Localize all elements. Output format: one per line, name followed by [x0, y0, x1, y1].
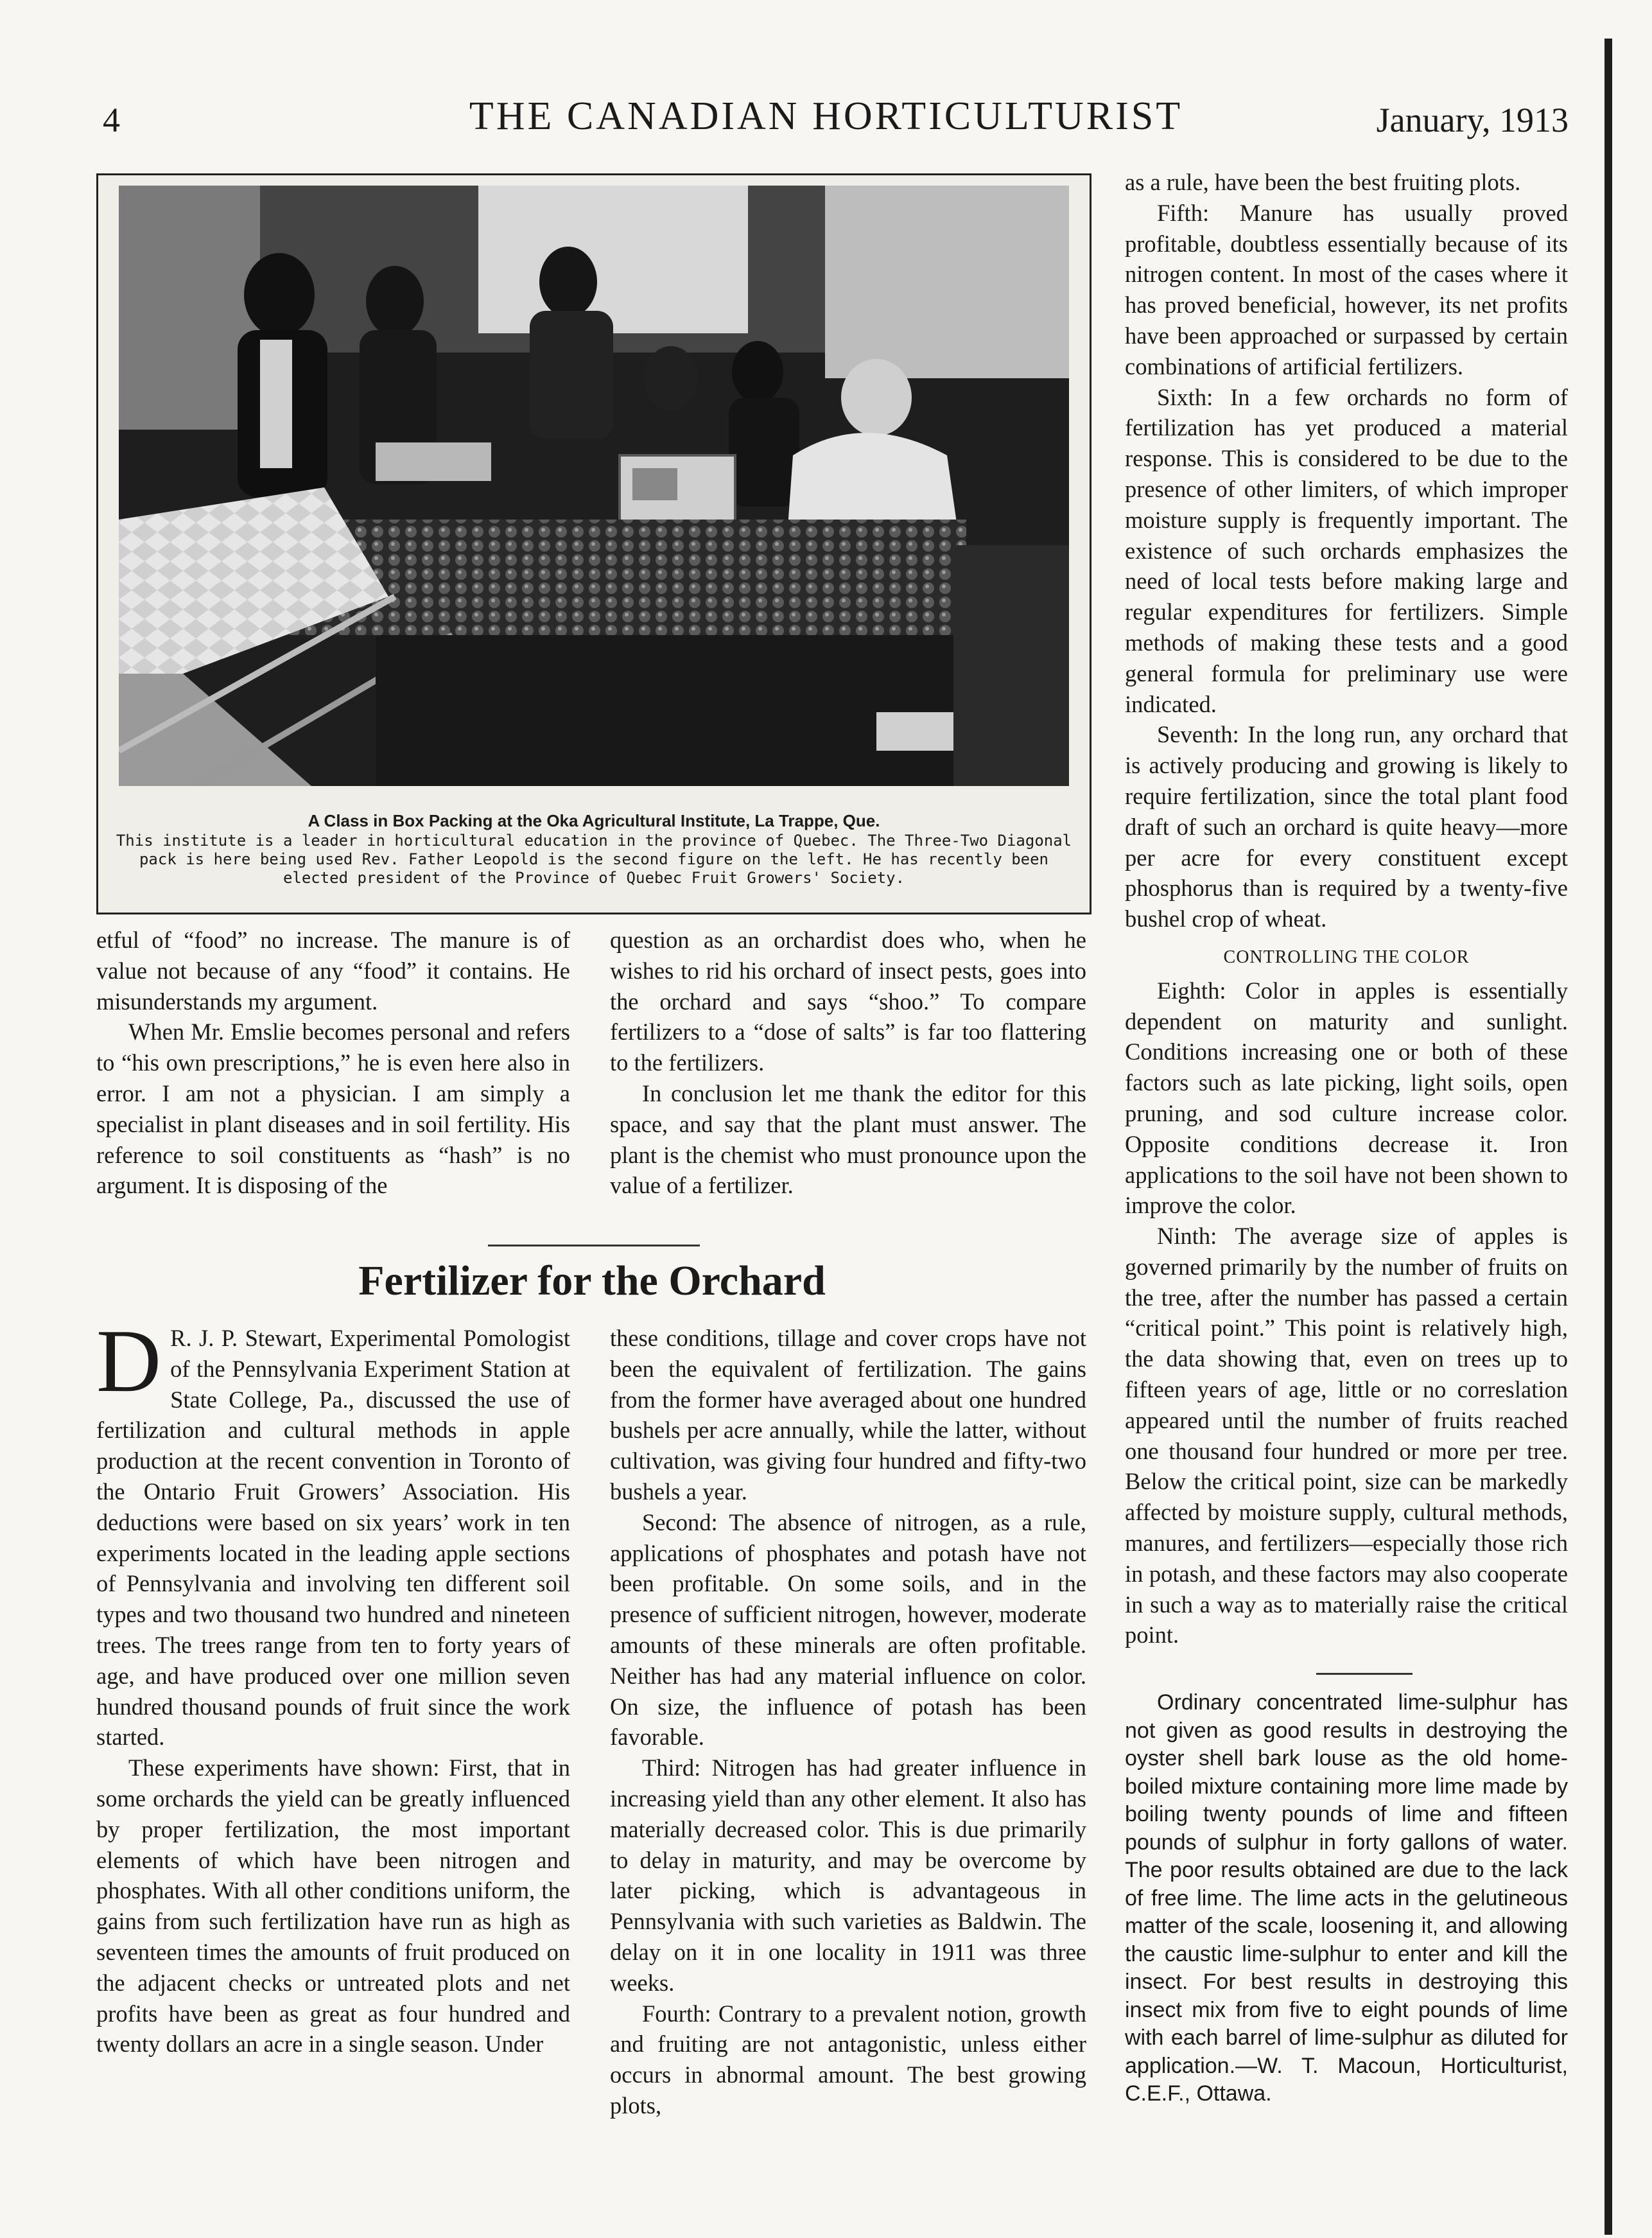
section-subhead: CONTROLLING THE COLOR: [1223, 947, 1470, 967]
running-title: THE CANADIAN HORTICULTURIST: [469, 94, 1183, 138]
photo-caption-body: This institute is a leader in horticultural education in the province of Quebec. The Three-Two Diagonal pack is here being used Rev. Father Leopold is the second figure on the left. He has recently been elected president of the Province of Quebec Fruit Growers' Society.: [116, 832, 1072, 887]
article-paragraph: Fifth: Manure has usually proved profitable, doubtless essentially because of its nitrogen content. In most of the cases where it has proved beneficial, however, its net profits have been approached or surpassed by certain combinations of artificial fertilizers.: [1125, 199, 1568, 380]
article-paragraph-text: R. J. P. Stewart, Experimental Pomologist of the Pennsylvania Experiment Station at State College, Pa., discussed the use of fertilization and cultural methods in apple production at the recent convention in Toronto of the Ontario Fruit Growers’ Association. His deductions were based on six years’ work in ten experiments located in the leading apple sections of Pennsylvania and involving ten different soil types and two thousand two hundred and nineteen trees. The trees range from ten to forty years of age, and have produced over one million seven hundred thousand pounds of fruit since the work started.: [96, 1325, 570, 1751]
photo-caption-title: A Class in Box Packing at the Oka Agricultural Institute, La Trappe, Que.: [308, 811, 880, 830]
article-paragraph: as a rule, have been the best fruiting plots.: [1125, 169, 1521, 195]
lime-sulphur-note: [1125, 1689, 1568, 2108]
letter-paragraph: etful of “food” no increase. The manure is of value not because of any “food” it contains. He misunderstands my argument.: [96, 927, 570, 1015]
article-paragraph: [96, 1311, 570, 1753]
letter-paragraph: question as an orchardist does who, when he wishes to rid his orchard of insect pests, goes into the orchard and says “shoo.” To compare fertilizers to a “dose of salts” is far too flattering to the fertilizers.: [610, 927, 1086, 1076]
article-paragraph: Fourth: Contrary to a prevalent notion, growth and fruiting are not antagonistic, unless either occurs in abnormal amount. The best growing plots,: [610, 2000, 1086, 2119]
article-column-1: [96, 1311, 570, 2059]
photo-figure: [96, 173, 1091, 914]
page-number: 4: [103, 101, 120, 139]
letter-paragraph: When Mr. Emslie becomes personal and refers to “his own prescriptions,” he is even here also in error. I am not a physician. I am simply a specialist in plant diseases and in soil fertility. His reference to soil constituents as “hash” is no argument. It is disposing of the: [96, 1018, 570, 1199]
letter-column-left: [96, 925, 570, 1201]
article-headline: Fertilizer for the Orchard: [358, 1257, 826, 1304]
article-paragraph: Sixth: In a few orchards no form of fertilization has yet produced a material response. This is considered to be due to the presence of other limiters, of which improper moisture supply is frequently important. The existence of such orchards emphasizes the need of local tests before making large and regular expenditures for fertilizers. Simple methods of making these tests and a good general formula for preliminary use were indicated.: [1125, 383, 1568, 717]
article-paragraph: Third: Nitrogen has had greater influence in increasing yield than any other element. It also has materially decreased color. This is due primarily to delay in maturity, and may be overcome by later picking, which is advantageous in Pennsylvania with such varieties as Baldwin. The delay on it in one locality in 1911 was three weeks.: [610, 1754, 1086, 1996]
letter-paragraph: In conclusion let me thank the editor for this space, and say that the plant must answer. The plant is the chemist who must pronounce upon the value of a fertilizer.: [610, 1080, 1086, 1199]
page-edge-rule: [1604, 39, 1612, 2235]
article-paragraph: Eighth: Color in apples is essentially dependent on maturity and sunlight. Conditions increasing one or both of these factors such as late picking, light soils, open pruning, and sod culture increase color. Opposite conditions decrease it. Iron applications to the soil have not been shown to improve the color.: [1125, 977, 1568, 1219]
article-paragraph: These experiments have shown: First, that in some orchards the yield can be greatly influenced by proper fertilization, the most important elements of which have been nitrogen and phosphates. With all other conditions uniform, the gains from such fertilization have run as high as seventeen times the amounts of fruit produced on the adjacent checks or untreated plots and net profits have been as great as four hundred and twenty dollars an acre in a single season. Under: [96, 1754, 570, 2058]
drop-cap: D: [96, 1311, 162, 1411]
article-paragraph: these conditions, tillage and cover crops have not been the equivalent of fertilization. The gains from the former have averaged about one hundred bushels per acre annually, while the latter, without cultivation, was giving four hundred and fifty-two bushels a year.: [610, 1325, 1086, 1505]
note-paragraph: Ordinary concentrated lime-sulphur has not given as good results in destroying the oyster shell bark louse as the old home-boiled mixture containing more lime made by boiling twenty pounds of lime and fifteen pounds of sulphur in forty gallons of water. The poor results obtained are due to the lack of free lime. The lime acts in the gelutineous matter of the scale, loosening it, and allowing the caustic lime-sulphur to enter and kill the insect. For best results in destroying this insect mix from five to eight pounds of lime with each barrel of lime-sulphur as diluted for application.—W. T. Macoun, Horticulturist, C.E.F., Ottawa.: [1125, 1690, 1568, 2106]
headline-rule: [488, 1245, 700, 1246]
note-rule: [1316, 1673, 1413, 1675]
photo-image: [119, 186, 1069, 786]
article-column-2: [610, 1323, 1086, 2121]
photo-caption: [111, 810, 1077, 887]
letter-column-middle: [610, 925, 1086, 1201]
article-column-3: [1125, 167, 1568, 1650]
article-paragraph: Second: The absence of nitrogen, as a rule, applications of phosphates and potash have not been profitable. On some soils, and in the presence of sufficient nitrogen, however, moderate amounts of these minerals are often profitable. Neither has had any material influence on color. On size, the influence of potash has been favorable.: [610, 1508, 1086, 1751]
article-paragraph: Ninth: The average size of apples is governed primarily by the number of fruits on the tree, after the number has passed a certain “critical point.” This point is relatively high, the data showing that, even on trees up to fifteen years of age, little or no correslation appeared until the number of fruits reached one thousand four hundred or more per tree. Below the critical point, size can be markedly affected by moisture supply, cultural methods, manures, and fertilizers—especially those rich in potash, and these factors may also cooperate in such a way as to materially raise the critical point.: [1125, 1223, 1568, 1648]
issue-date: January, 1913: [1376, 101, 1569, 139]
article-paragraph: Seventh: In the long run, any orchard that is actively producing and growing is likely to require fertilization, since the total plant food draft of such an orchard is quite heavy—more per acre for every constituent except phosphorus than is required by a twenty-five bushel crop of wheat.: [1125, 721, 1568, 932]
